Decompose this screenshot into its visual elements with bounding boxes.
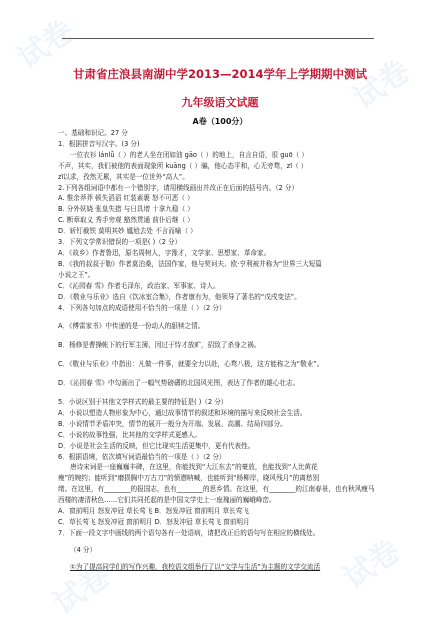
text-line: 唐诗宋词是一座巍巍丰碑，在这里，你能找到“大江东去”的豪放，也能找到“人比黄花	[70, 463, 318, 472]
watermark: 试卷	[337, 533, 407, 597]
exam-subtitle: 九年级语文试题	[181, 96, 259, 109]
text-line: 西楼的凄清秋色……它们共同托起的是中国文学史上一座瑰丽的巍峨峰峦。	[58, 496, 276, 505]
text-line: D．小说是社会生活的反映，但它比现实生活更集中，更有代表性。	[58, 441, 255, 450]
text-line: A．《傅雷家书》中传递的是一份动人的舐犊之情。	[58, 322, 205, 331]
line-spacer	[58, 332, 382, 340]
text-line: C. 断章取义 秀手旁观 豁然贯通 前仆后继（ ）	[58, 216, 194, 225]
line-spacer	[58, 370, 382, 378]
text-line: 小说之王”。	[58, 270, 95, 279]
text-line: B．《我的叔叔于勒》作者莫泊桑，法国作家，他与契诃夫、欧·亨利被并称为“世界三大短篇	[58, 259, 322, 268]
watermark: 试卷	[11, 13, 81, 77]
text-line: 7．下面一段文字中画线的两个语句各有一处语病，请把改正后的语句写在相应的横线处。	[58, 528, 320, 537]
watermark: 试卷	[347, 53, 417, 117]
text-line: B. 分外妖娆 张皇失措 与日具增 十拿九稳（ ）	[58, 205, 194, 214]
text-line: 不声，其实，我们被他的表面现象所 kuāng（ ）骗，他心态平和，心无旁骛，zī（ ）	[58, 161, 308, 170]
text-line: C．草长莺飞 怒发冲冠 窗前明月 D．怒发冲冠 草长莺飞 窗前明月	[58, 518, 250, 526]
text-line: C．小说的故事性强，比其他的文学样式更感人。	[58, 430, 202, 439]
text-line: 2.下列各组词语中都有一个错别字，请用横线画出并改正在后面的括号内。（2 分）	[58, 183, 299, 192]
text-line: D．斩钉截铁 莫明其妙 尴尬去处 不言而喻（ ）	[58, 227, 197, 236]
text-line: 1．根据拼音写汉字。(3 分)	[58, 139, 140, 148]
text-line: A．《故乡》作者鲁迅，原名周树人，字豫才，文学家、思想家、革命家。	[58, 248, 271, 257]
line-spacer	[58, 351, 382, 359]
text-line: 一、基础和识记。27 分	[58, 129, 128, 137]
text-line: D．《沁园春 雪》中勾画出了一幅气势磅礴的北国风光图，表达了作者的雄心壮志。	[58, 379, 300, 388]
text-line: （4 分）	[70, 545, 97, 554]
text-line: A．窗前明月 怒发冲冠 草长莺飞 B．怒发冲冠 窗前明月 草长莺飞	[58, 507, 249, 516]
exam-title: 甘肃省庄浪县南湖中学2013—2014学年上学期期中测试	[72, 67, 367, 81]
text-line: B．杨修是曹操帐下的行军主簿，因过于恃才放旷，招致了杀身之祸。	[58, 341, 261, 350]
text-line: A．小说以塑造人物形象为中心，通过故事情节的叙述和环境的描写来反映社会生活。	[58, 408, 307, 417]
text-line: 5．小说区别于其他文学样式的最主要的特征是( )（2 分）	[58, 398, 228, 407]
header-rule	[62, 38, 374, 39]
text-line: 4．下列各句加点的成语使用不恰当的一项是（ ）（2 分）	[58, 303, 226, 312]
text-line: zī以求，孜然无累，其实是一位世外“高人”。	[58, 172, 189, 181]
line-spacer	[58, 313, 382, 321]
text-line: 3．下列文学常识错误的一项是( )（2 分）	[58, 238, 182, 247]
text-line: 绪。在这里，有________的报国志，也有________的思乡情。在这里，有________的江南春景，也有秋风瘦马	[58, 485, 375, 494]
text-line: 一位衣衫 lánlǚ（ ）的老人坐在闭如油 gāo（ ）的地上，自言自语，很 guō（ ）	[70, 150, 308, 159]
line-spacer	[58, 389, 382, 397]
exam-body	[58, 128, 382, 573]
text-line: A. 惟余莽莽 顿失滔滔 红装素裹 怒不可恶（ ）	[58, 194, 194, 203]
text-line: C．《沁园春 雪》作者毛泽东，政治家、军事家、诗人。	[58, 281, 220, 290]
text-line: C．《敬业与乐业》中指出：凡做一件事，就要全力以赴，心骛八极，这方能称之为“敬业”。	[58, 360, 324, 369]
text-line: ①为了提高同学们的写作兴趣，我校语文组举行了以“文学与生活”为主题的文学交流活	[70, 562, 321, 571]
text-line: 6．根据语境，依次填写词语最恰当的一项是（ ）（2 分）	[58, 452, 226, 461]
text-line: 瘦”的婉约；能听到“磨损胸中万古刀”的愤懑呐喊，也能听到“杨柳岸，晓风残月”的离愁别	[58, 474, 320, 483]
watermark: 试卷	[47, 558, 117, 622]
text-line: D．《敬业与乐业》选自《饮冰室合集》，作者康有为，他领导了著名的“戊戌变法”。	[58, 292, 301, 301]
text-line: B．小说情节矛盾冲突，情节的展开一般分为开端、发展、高潮、结局四部分。	[58, 419, 287, 428]
section-heading: A卷（100分）	[192, 117, 248, 126]
